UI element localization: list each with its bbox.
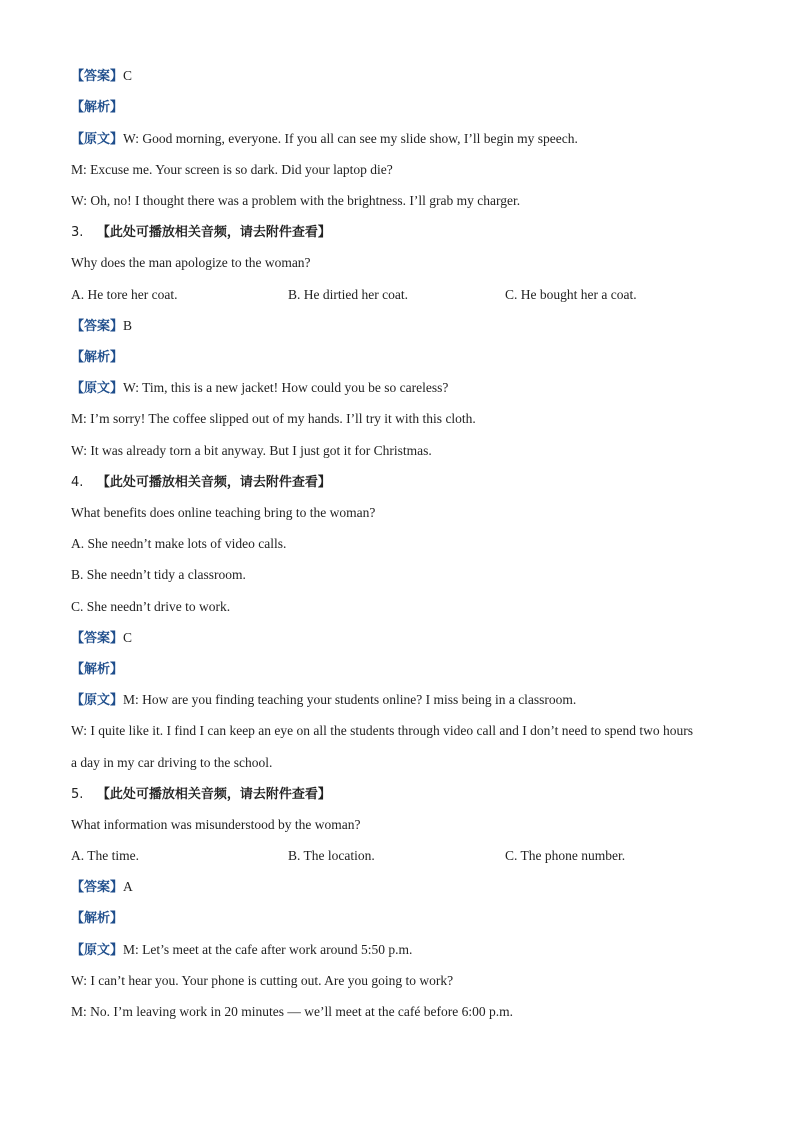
q5-option-a: A. The time.: [71, 848, 139, 863]
transcript-text: W: Good morning, everyone. If you all can see my slide show, I’ll begin my speech.: [123, 131, 578, 146]
q4-number: 4.: [71, 475, 84, 490]
q5-answer-line: [71, 878, 133, 897]
analysis-label: 【解析】: [71, 662, 124, 677]
q4-heading: [71, 473, 331, 492]
q3-transcript-line-2: M: I’m sorry! The coffee slipped out of my hands. I’ll try it with this cloth.: [71, 411, 476, 426]
q3-answer-value: B: [123, 318, 133, 333]
q3-transcript-line-3: W: It was already torn a bit anyway. But I just got it for Christmas.: [71, 443, 432, 458]
audio-placeholder[interactable]: 【此处可播放相关音频，请去附件查看】: [96, 787, 331, 802]
q4-answer-line: [71, 629, 132, 648]
original-label: 【原文】: [71, 381, 124, 396]
analysis-label: 【解析】: [71, 100, 124, 115]
q2-answer-value: C: [123, 68, 133, 83]
q2-transcript-line-1: [71, 130, 578, 149]
q4-question: What benefits does online teaching bring to the woman?: [71, 505, 376, 520]
q5-number: 5.: [71, 787, 84, 802]
q3-option-c: C. He bought her a coat.: [505, 287, 637, 302]
original-label: 【原文】: [71, 693, 124, 708]
q5-analysis-line: [71, 909, 123, 928]
q4-option-a: A. She needn’t make lots of video calls.: [71, 536, 287, 551]
original-label: 【原文】: [71, 943, 124, 958]
q2-answer-line: [71, 67, 132, 86]
q5-answer-value: A: [123, 879, 133, 894]
q2-transcript-line-2: M: Excuse me. Your screen is so dark. Did your laptop die?: [71, 162, 393, 177]
answer-label: 【答案】: [71, 69, 124, 84]
q5-heading: [71, 785, 331, 804]
transcript-text: M: How are you finding teaching your students online? I miss being in a classroom.: [123, 692, 577, 707]
q5-option-b: B. The location.: [288, 848, 375, 863]
analysis-label: 【解析】: [71, 911, 124, 926]
q5-transcript-line-1: [71, 941, 412, 960]
q4-transcript-line-2: W: I quite like it. I find I can keep an eye on all the students through video call and I don’t need to spend two hours: [71, 723, 693, 738]
q4-answer-value: C: [123, 630, 133, 645]
analysis-label: 【解析】: [71, 350, 124, 365]
q3-option-b: B. He dirtied her coat.: [288, 287, 408, 302]
q2-transcript-line-3: W: Oh, no! I thought there was a problem with the brightness. I’ll grab my charger.: [71, 193, 521, 208]
q5-transcript-line-3: M: No. I’m leaving work in 20 minutes — we’ll meet at the café before 6:00 p.m.: [71, 1004, 514, 1019]
q3-number: 3.: [71, 225, 84, 240]
audio-placeholder[interactable]: 【此处可播放相关音频，请去附件查看】: [96, 225, 331, 240]
q3-heading: [71, 223, 331, 242]
q4-transcript-line-1: [71, 691, 576, 710]
q3-answer-line: [71, 317, 132, 336]
audio-placeholder[interactable]: 【此处可播放相关音频，请去附件查看】: [96, 475, 331, 490]
q4-option-c: C. She needn’t drive to work.: [71, 599, 231, 614]
q4-analysis-line: [71, 660, 123, 679]
q5-option-c: C. The phone number.: [505, 848, 626, 863]
q5-transcript-line-2: W: I can’t hear you. Your phone is cutting out. Are you going to work?: [71, 973, 454, 988]
transcript-text: M: Let’s meet at the cafe after work around 5:50 p.m.: [123, 942, 413, 957]
answer-label: 【答案】: [71, 319, 124, 334]
q3-question: Why does the man apologize to the woman?: [71, 255, 311, 270]
original-label: 【原文】: [71, 132, 124, 147]
q3-option-a: A. He tore her coat.: [71, 287, 178, 302]
q3-transcript-line-1: [71, 379, 448, 398]
q4-transcript-line-3: a day in my car driving to the school.: [71, 755, 273, 770]
q3-analysis-line: [71, 348, 123, 367]
q5-question: What information was misunderstood by the woman?: [71, 817, 361, 832]
answer-label: 【答案】: [71, 880, 124, 895]
transcript-text: W: Tim, this is a new jacket! How could you be so careless?: [123, 380, 449, 395]
q2-analysis-line: [71, 98, 123, 117]
answer-label: 【答案】: [71, 631, 124, 646]
q4-option-b: B. She needn’t tidy a classroom.: [71, 567, 246, 582]
